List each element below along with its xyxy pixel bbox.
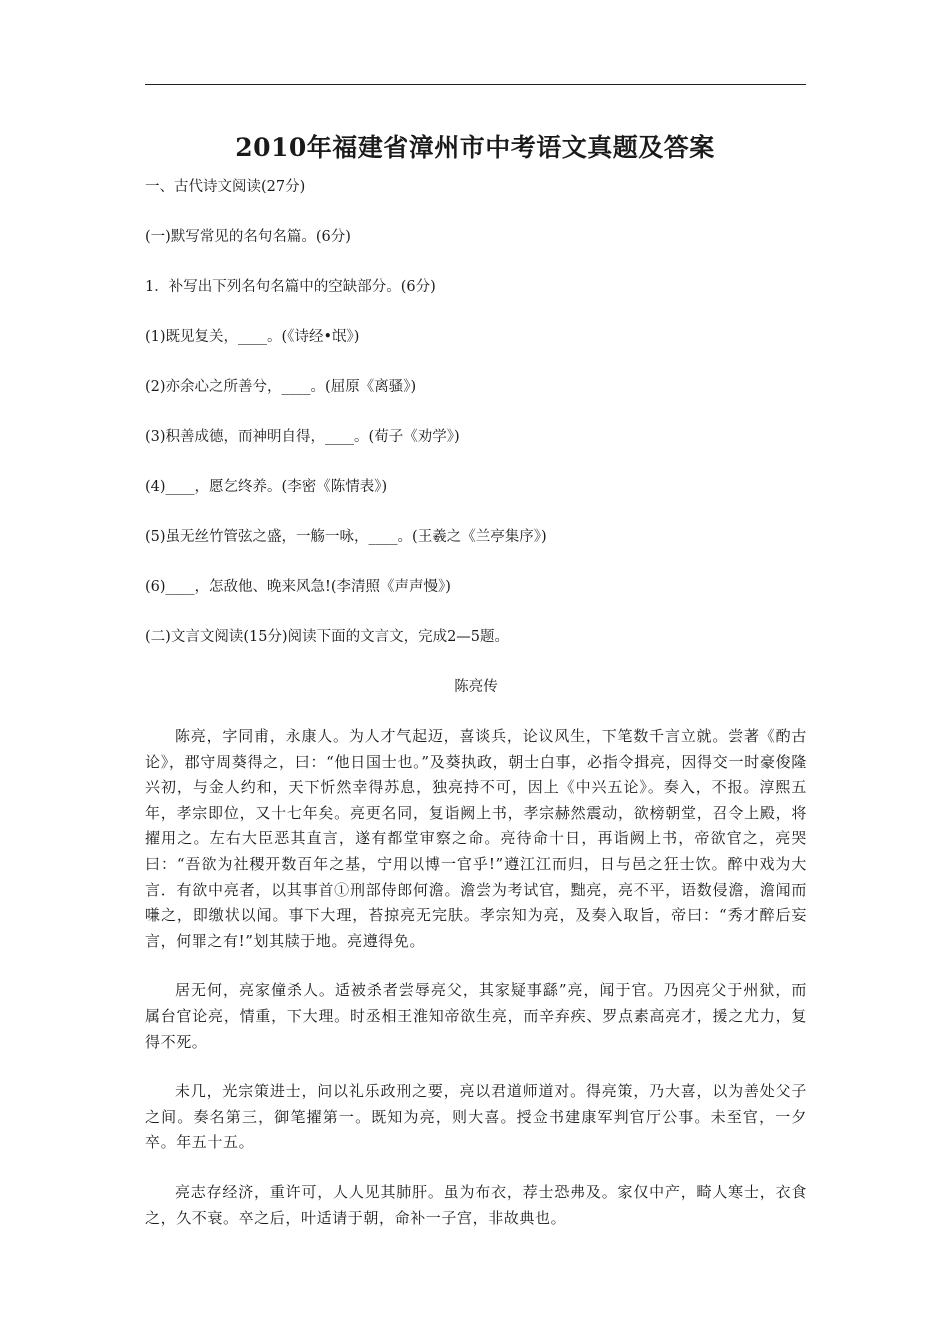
- essay-paragraph: 未几，光宗策进士，问以礼乐政刑之要，亮以君道师道对。得亮策，乃大喜，以为善处父子之间。奏名第三，御笔擢第一。既知为亮，则大喜。授佥书建康军判官厅公事。未至官，一夕卒。年五十五。: [145, 1082, 807, 1152]
- blank-item: (1)既见复关，____。(《诗经•氓》): [145, 329, 360, 345]
- part-heading: (二)文言文阅读(15分)阅读下面的文言文，完成2—5题。: [145, 629, 510, 645]
- part-heading: (一)默写常见的名句名篇。(6分): [145, 229, 351, 245]
- blank-item: (6)____，怎敌他、晚来风急!(李清照《声声慢》): [145, 579, 451, 595]
- blank-item: (2)亦余心之所善兮，____。(屈原《离骚》): [145, 379, 417, 395]
- document-title: 2010年福建省漳州市中考语文真题及答案: [235, 133, 715, 162]
- section-heading: 一、古代诗文阅读(27分): [145, 179, 306, 195]
- essay-title: 陈亮传: [454, 679, 498, 695]
- question-text: 1．补写出下列名句名篇中的空缺部分。(6分): [145, 279, 436, 295]
- essay-paragraph: 居无何，亮家僮杀人。适被杀者尝辱亮父，其家疑事繇”亮，闻于官。乃因亮父于州狱，而属台官论亮，情重，下大理。时丞相王淮知帝欲生亮，而辛弃疾、罗点素高亮才，援之尤力，复得不死。: [145, 981, 807, 1051]
- blank-item: (3)积善成德，而神明自得，____。(荀子《劝学》): [145, 429, 460, 445]
- blank-item: (4)____，愿乞终养。(李密《陈情表》): [145, 479, 388, 495]
- essay-paragraph: 亮志存经济，重许可，人人见其肺肝。虽为布衣，荐士恐弗及。家仅中产，畸人寒士，衣食之，久不衰。卒之后，叶适请于朝，命补一子宫，非故典也。: [145, 1182, 807, 1227]
- document-body: [145, 176, 807, 1255]
- essay-paragraph: 陈亮，字同甫，永康人。为人才气起迈，喜谈兵，论议风生，下笔数千言立就。尝著《酌古论》，郡守周葵得之，曰：“他日国士也。”及葵执政，朝士白事，必指令揖亮，因得交一时豪俊隆兴初，与金人约和，天下忻然幸得苏息，独亮持不可，因上《中兴五论》。奏入，不报。淳熙五年，孝宗即位，又十七年矣。亮更名同，复诣阙上书，孝宗赫然震动，欲榜朝堂，召令上殿，将擢用之。左右大臣恶其直言，遂有都堂审察之命。亮待命十日，再诣阙上书，帝欲官之，亮哭曰：“吾欲为社稷开数百年之基，宁用以博一官乎!”遵江江而归，日与邑之狂士饮。醉中戏为大言．有欲中亮者，以其事首①刑部侍郎何澹。澹尝为考试官，黜亮，亮不平，语数侵澹，澹闻而嗛之，即缴状以闻。事下大理，苔掠亮无完肤。孝宗知为亮，及奏入取旨，帝曰：“秀才醉后妄言，何罪之有!”划其牍于地。亮遵得免。: [145, 727, 807, 950]
- header-rule: [145, 84, 806, 85]
- blank-item: (5)虽无丝竹管弦之盛，一觞一咏，____。(王羲之《兰亭集序》): [145, 529, 547, 545]
